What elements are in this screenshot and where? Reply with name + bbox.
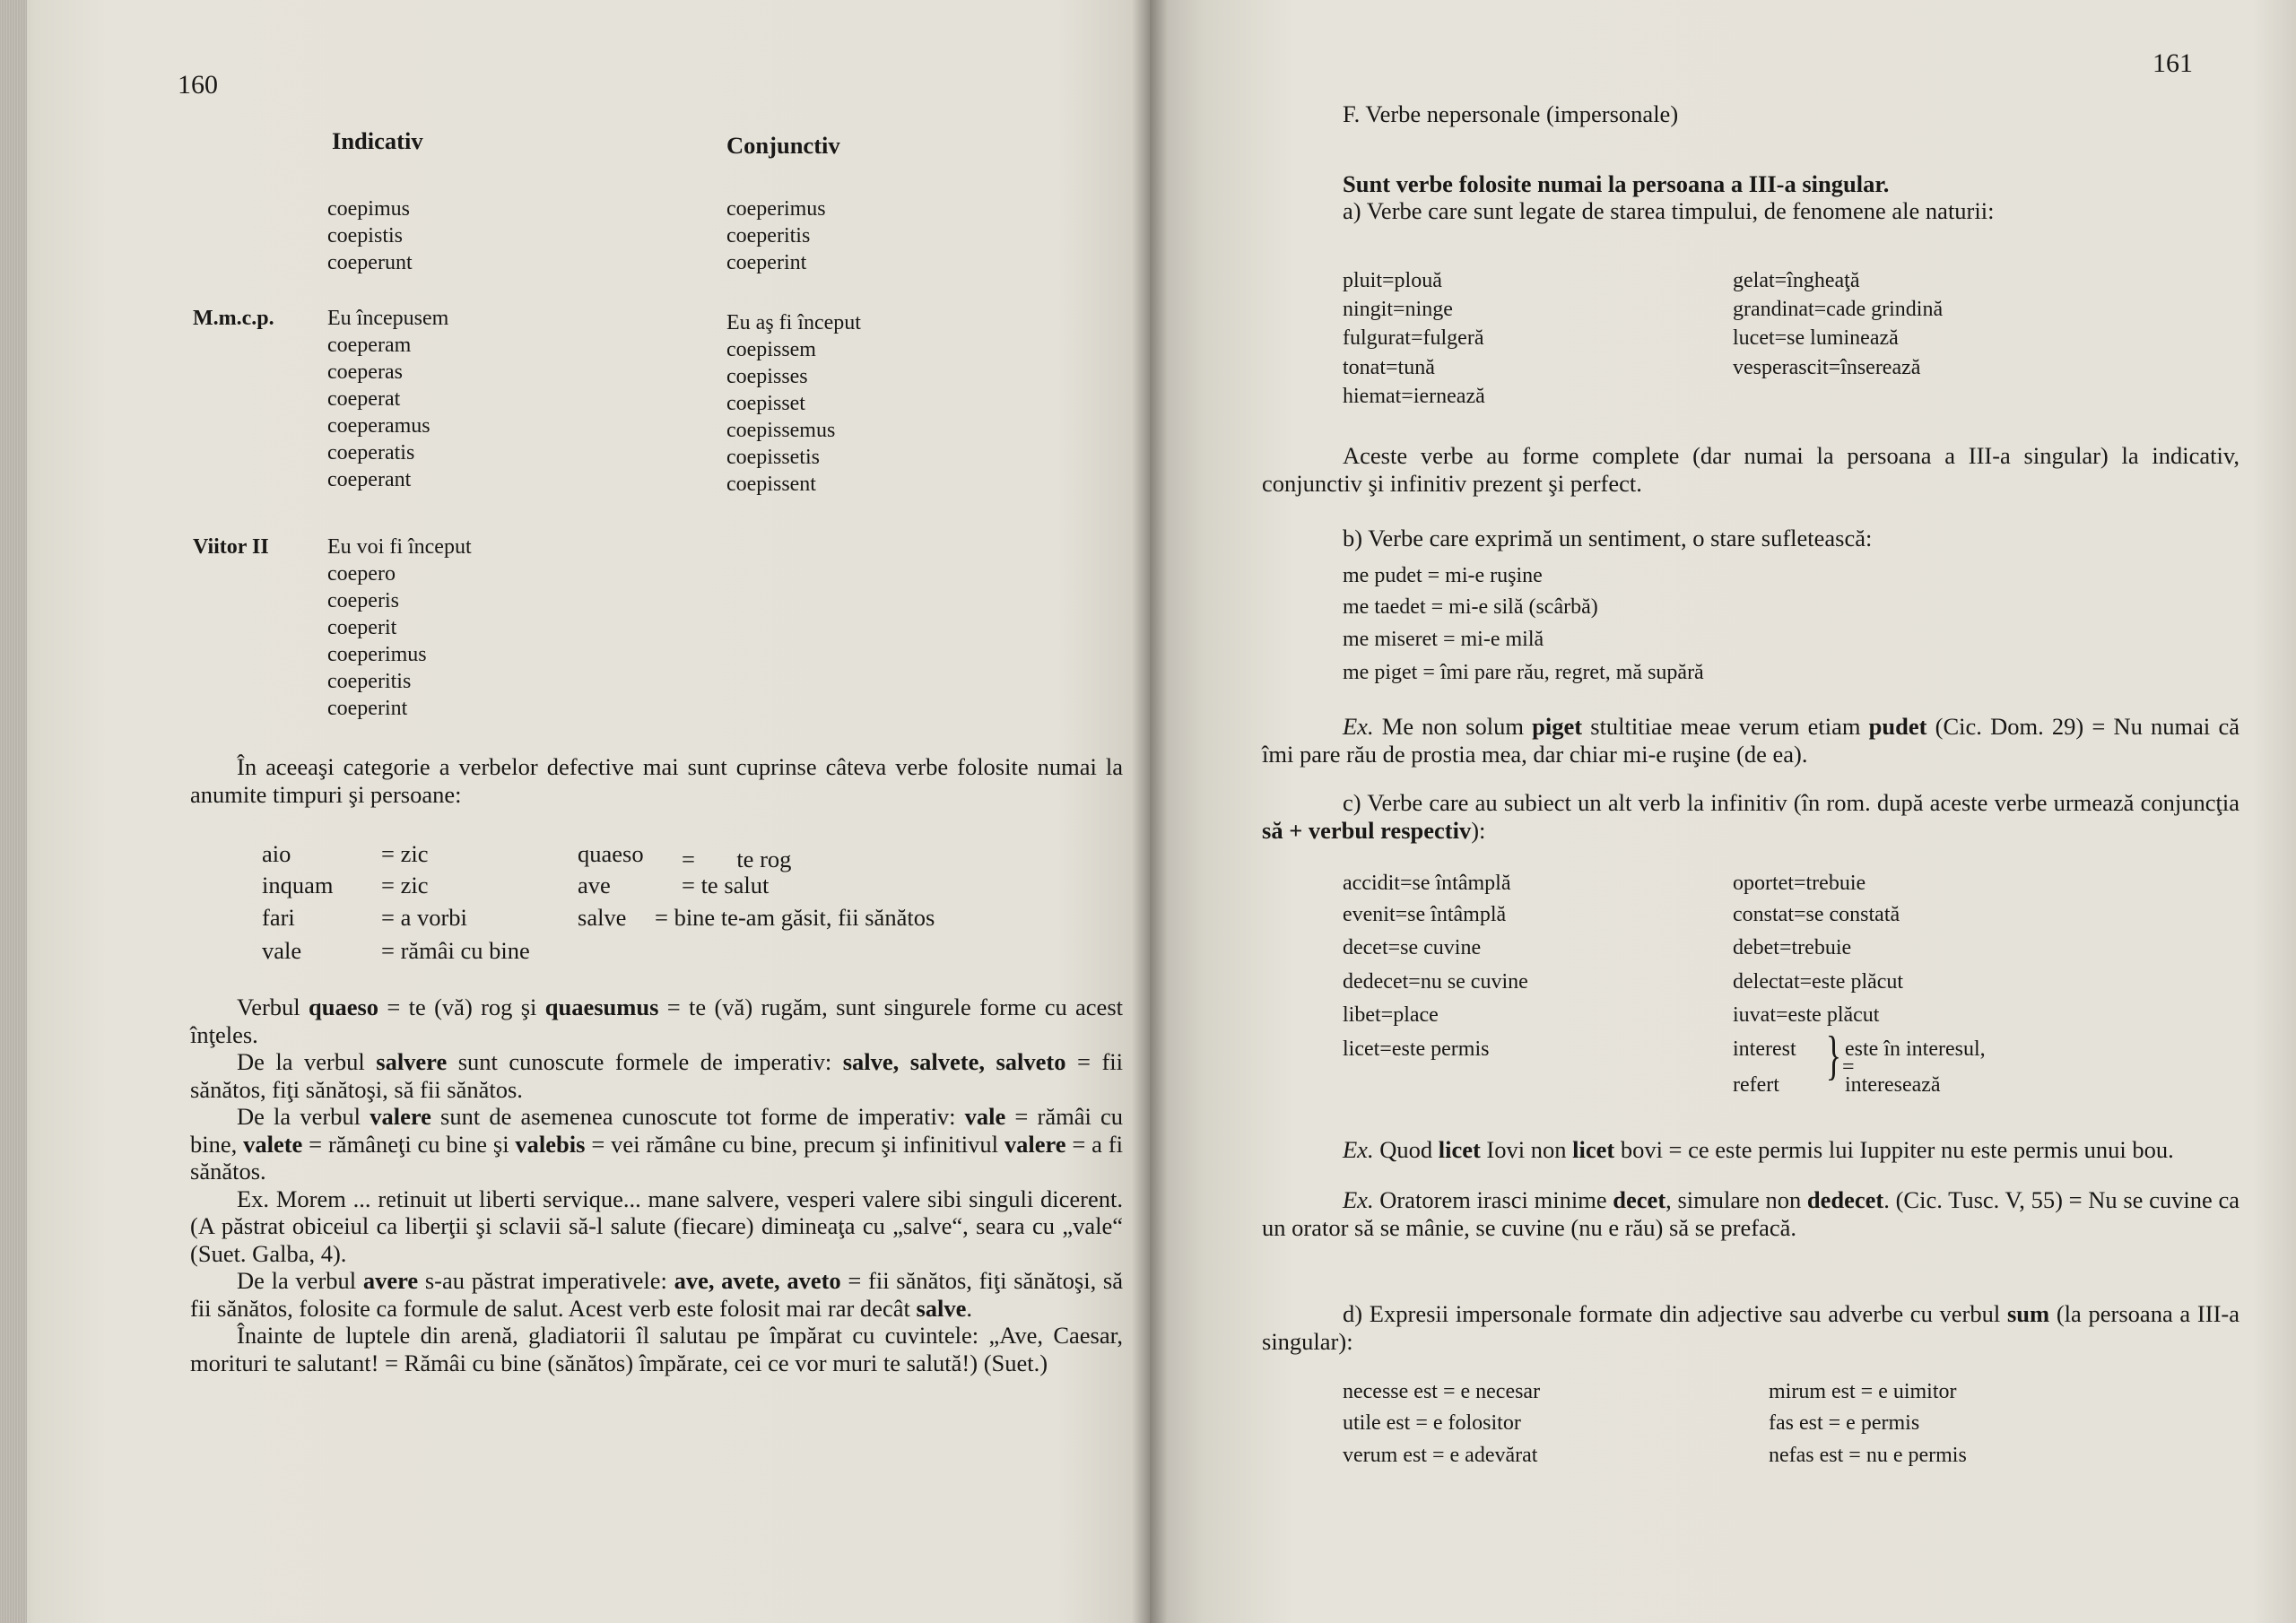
- list-item: =: [1842, 1055, 1855, 1079]
- list-item: vale: [262, 937, 302, 964]
- list-item: grandinat=cade grindină: [1733, 298, 1944, 321]
- heading-a: a) Verbe care sunt legate de starea timpului, de fenomene ale naturii:: [1343, 197, 1995, 224]
- table-cell: coepissem: [726, 338, 816, 361]
- table-cell: coepisset: [726, 392, 805, 415]
- table-cell: coeperint: [327, 697, 408, 720]
- table-cell: coeperant: [327, 468, 412, 491]
- header-conjunctiv: Conjunctiv: [726, 132, 840, 159]
- section-title: F. Verbe nepersonale (impersonale): [1343, 100, 1679, 127]
- list-item: oportet=trebuie: [1733, 872, 1866, 895]
- table-cell: coeperitis: [327, 670, 412, 693]
- table-cell: Eu aş fi început: [726, 311, 861, 334]
- list-item: fari: [262, 904, 295, 931]
- table-cell: coeperam: [327, 334, 412, 357]
- list-item: pluit=plouă: [1343, 269, 1442, 292]
- bold-intro: Sunt verbe folosite numai la persoana a III-a singular.: [1343, 170, 1890, 197]
- list-item: constat=se constată: [1733, 903, 1900, 926]
- table-cell: coepissemus: [726, 419, 836, 442]
- list-item: fulgurat=fulgeră: [1343, 326, 1484, 350]
- list-item: dedecet=nu se cuvine: [1343, 970, 1528, 994]
- table-cell: coeperimus: [726, 197, 826, 221]
- table-cell: coeperit: [327, 616, 397, 639]
- list-item: = te rog: [682, 846, 792, 872]
- paragraph-example-suet: Ex. Morem ... retinuit ut liberti servique... mane salvere, vesperi valere sibi singuli dicerent. (A păstrat obiceiul ca liberţii şi sclavii să-l salute (fiecare) dimineaţa cu „salve“, seara cu „vale“ (Suet. Galba, 4).: [190, 1185, 1123, 1267]
- table-cell: coepisses: [726, 365, 808, 388]
- list-item: accidit=se întâmplă: [1343, 872, 1511, 895]
- list-item: hiemat=iernează: [1343, 385, 1485, 408]
- table-cell: coeperimus: [327, 643, 427, 666]
- heading-c: c) Verbe care au subiect un alt verb la infinitiv (în rom. după aceste verbe urmează conjuncţia să + verbul respectiv):: [1262, 789, 2239, 844]
- example-c1: Ex. Quod licet Iovi non licet bovi = ce este permis lui Iuppiter nu este permis unui bou.: [1343, 1136, 2174, 1163]
- row-label-mmcp: M.m.c.p.: [193, 307, 274, 330]
- list-item: libet=place: [1343, 1003, 1439, 1027]
- paragraph-text: În aceeaşi categorie a verbelor defective mai sunt cuprinse câteva verbe folosite numai la anumite timpuri şi persoane:: [190, 753, 1123, 808]
- list-item: utile est = e folositor: [1343, 1411, 1521, 1435]
- list-item: delectat=este plăcut: [1733, 970, 1904, 994]
- heading-b: b) Verbe care exprimă un sentiment, o stare sufletească:: [1343, 525, 1873, 551]
- list-item: ave: [578, 872, 611, 898]
- list-item: = bine te-am găsit, fii sănătos: [655, 904, 935, 931]
- right-page: [1150, 0, 2296, 1623]
- table-cell: coeperint: [726, 251, 807, 274]
- list-item: debet=trebuie: [1733, 936, 1852, 959]
- list-item: tonat=tună: [1343, 356, 1435, 379]
- list-item: licet=este permis: [1343, 1037, 1490, 1061]
- list-item: este în interesul,: [1845, 1037, 1986, 1061]
- example-b: Ex. Me non solum piget stultitiae meae verum etiam pudet (Cic. Dom. 29) = Nu numai că îmi pare rău de prostia mea, dar chiar mi-e ruşine (de ea).: [1262, 713, 2239, 768]
- page-edge: [0, 0, 27, 1623]
- list-item: me pudet = mi-e ruşine: [1343, 564, 1543, 587]
- paragraph-intro: [190, 753, 1123, 808]
- paragraph-quaeso: Verbul quaeso = te (vă) rog şi quaesumus = te (vă) rugăm, sunt singurele forme cu acest înţeles.: [190, 994, 1123, 1048]
- table-cell: coepistis: [327, 224, 403, 247]
- table-cell: coeperatis: [327, 441, 415, 464]
- list-item: ningit=ninge: [1343, 298, 1453, 321]
- list-item: vesperascit=înserează: [1733, 356, 1921, 379]
- table-cell: coepimus: [327, 197, 410, 221]
- table-cell: coeperas: [327, 360, 403, 384]
- list-item: decet=se cuvine: [1343, 936, 1482, 959]
- paragraph-avere: De la verbul avere s-au păstrat imperativele: ave, avete, aveto = fii sănătos, fiţi sănătoşi, să fii sănătos, folosite ca formule de salut. Acest verb este folosit mai rar decât salve.: [190, 1267, 1124, 1322]
- list-item: = a vorbi: [381, 904, 467, 931]
- brace: }: [1825, 1026, 1842, 1085]
- list-item: aio: [262, 840, 291, 867]
- list-item: me taedet = mi-e silă (scârbă): [1343, 595, 1598, 619]
- list-item: = te salut: [682, 872, 770, 898]
- body-text-left: [190, 994, 1123, 1376]
- list-item: inquam: [262, 872, 334, 898]
- heading-d: d) Expresii impersonale formate din adjective sau adverbe cu verbul sum (la persoana a III-a singular):: [1262, 1300, 2239, 1355]
- header-indicativ: Indicativ: [332, 127, 423, 154]
- list-item: verum est = e adevărat: [1343, 1444, 1538, 1467]
- row-label-viitor: Viitor II: [193, 535, 269, 559]
- table-cell: coepero: [327, 562, 396, 586]
- list-item: me piget = îmi pare rău, regret, mă supără: [1343, 661, 1704, 684]
- table-cell: coeperunt: [327, 251, 413, 274]
- page-number-left: 160: [178, 70, 218, 100]
- list-item: me miseret = mi-e milă: [1343, 628, 1544, 651]
- book-gutter: [1132, 0, 1168, 1623]
- table-cell: coeperitis: [726, 224, 811, 247]
- list-item: = zic: [381, 840, 429, 867]
- example-c2: Ex. Oratorem irasci minime decet, simulare non dedecet. (Cic. Tusc. V, 55) = Nu se cuvine ca un orator să se mânie, se cuvine (nu e rău) să se prefacă.: [1262, 1186, 2239, 1241]
- table-cell: coeperat: [327, 387, 401, 411]
- table-cell: Eu începusem: [327, 307, 449, 330]
- list-item: lucet=se luminează: [1733, 326, 1899, 350]
- table-cell: coepissent: [726, 473, 816, 496]
- list-item: quaeso: [578, 840, 644, 867]
- list-item: refert: [1733, 1073, 1779, 1097]
- list-item: evenit=se întâmplă: [1343, 903, 1507, 926]
- list-item: necesse est = e necesar: [1343, 1380, 1541, 1403]
- paragraph-gladiatori: Înainte de luptele din arenă, gladiatorii îl salutau pe împărat cu cuvintele: „Ave, Caesar, morituri te salutant! = Rămâi cu bine (sănătos) împărate, cei ce vor muri te salută!) (Suet.): [190, 1322, 1123, 1376]
- list-item: iuvat=este plăcut: [1733, 1003, 1880, 1027]
- list-item: gelat=îngheaţă: [1733, 269, 1860, 292]
- table-cell: Eu voi fi început: [327, 535, 472, 559]
- list-item: mirum est = e uimitor: [1769, 1380, 1957, 1403]
- paragraph-valere: De la verbul valere sunt de asemenea cunoscute tot forme de imperativ: vale = rămâi cu bine, valete = rămâneţi cu bine şi valebis = vei rămâne cu bine, precum şi infinitivul valere = a fi sănătos.: [190, 1103, 1123, 1185]
- list-item: = rămâi cu bine: [381, 937, 530, 964]
- list-item: fas est = e permis: [1769, 1411, 1920, 1435]
- paragraph-salvere: De la verbul salvere sunt cunoscute formele de imperativ: salve, salvete, salveto = fii sănătos, fiţi sănătoşi, să fii sănătos.: [190, 1048, 1123, 1103]
- list-item: salve: [578, 904, 627, 931]
- list-item: = zic: [381, 872, 429, 898]
- list-item: interest: [1733, 1037, 1796, 1061]
- page-number-right: 161: [2152, 48, 2193, 78]
- table-cell: coeperamus: [327, 414, 430, 438]
- paragraph-a-note: Aceste verbe au forme complete (dar numai la persoana a III-a singular) la indicativ, conjunctiv şi infinitiv prezent şi perfect.: [1262, 442, 2239, 497]
- list-item: interesează: [1845, 1073, 1941, 1097]
- list-item: nefas est = nu e permis: [1769, 1444, 1967, 1467]
- table-cell: coepissetis: [726, 446, 820, 469]
- table-cell: coeperis: [327, 589, 399, 612]
